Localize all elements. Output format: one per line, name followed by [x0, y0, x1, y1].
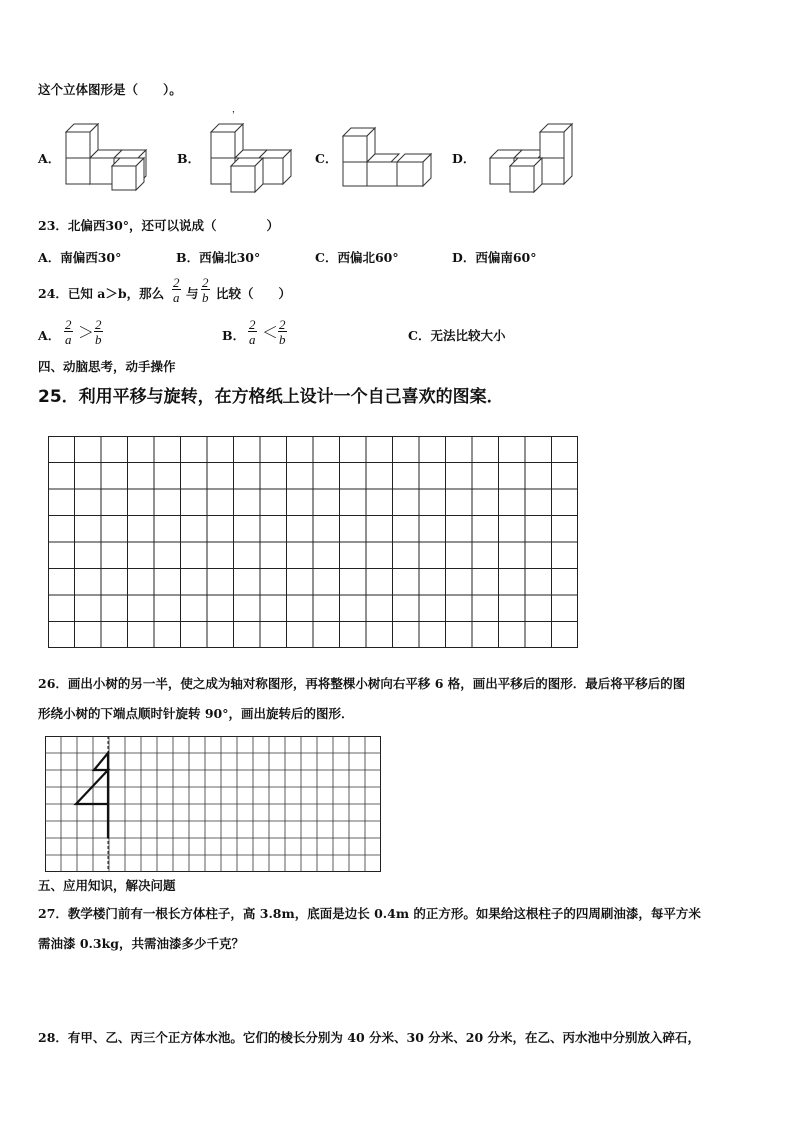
- q22-option-b-label: B．: [177, 151, 201, 166]
- q24-option-a-fraction-right: [94, 318, 103, 346]
- q22-option-c-figure: [341, 128, 433, 188]
- q23-option-b: B．西偏北30°: [176, 250, 261, 265]
- q22-option-b-figure: [209, 124, 297, 192]
- q22-option-d-label: D．: [452, 151, 476, 166]
- q24-option-b-right-num: 2: [279, 317, 286, 332]
- q24-option-b-left-den: a: [249, 332, 256, 347]
- q24-stem-fraction-a: [172, 276, 181, 304]
- q24-option-b-label: B．: [222, 328, 246, 343]
- q24-stem-fraction-b: [201, 276, 210, 304]
- q24-option-b-right-den: b: [279, 332, 286, 347]
- q27-line-1: 27．教学楼门前有一根长方体柱子，高 3.8m，底面是边长 0.4m 的正方形。如果给这根柱子的四周刷油漆，每平方米: [38, 906, 701, 921]
- q26-line-1: 26．画出小树的另一半，使之成为轴对称图形，再将整棵小树向右平移 6 格，画出平移后的图形．最后将平移后的图: [38, 676, 686, 691]
- q24-stem-prefix: 24．已知 a＞b，那么: [38, 286, 165, 301]
- q22-option-a-label: A．: [38, 151, 61, 166]
- q24-stem-fraction-a-num: 2: [173, 275, 180, 290]
- q24-option-a-symbol: ＞: [78, 325, 95, 342]
- q24-option-b-fraction-right: [278, 318, 287, 346]
- q23-stem: 23．北偏西30°，还可以说成（ ）: [38, 218, 280, 233]
- q24-option-a-fraction-left: [64, 318, 73, 346]
- q24-stem-fraction-a-den: a: [173, 290, 180, 305]
- q23-option-a: A．南偏西30°: [38, 250, 122, 265]
- section-5-heading: 五、应用知识，解决问题: [38, 878, 176, 893]
- q24-stem-suffix: 比较（ ）: [216, 286, 292, 301]
- q22-option-a-figure: [66, 124, 151, 190]
- q26-tree-grid: [45, 736, 381, 872]
- q24-option-a-label: A．: [38, 328, 61, 343]
- q24-option-b-symbol: ＜: [262, 325, 279, 342]
- q25-text: 25．利用平移与旋转，在方格纸上设计一个自己喜欢的图案．: [38, 387, 504, 407]
- q27-line-2: 需油漆 0.3kg，共需油漆多少千克？: [38, 936, 245, 951]
- q22-stem: 这个立体图形是（ ）。: [38, 82, 182, 97]
- section-4-heading: 四、动脑思考，动手操作: [38, 359, 176, 374]
- q22-stray-mark: ，: [232, 105, 242, 115]
- q26-line-2: 形绕小树的下端点顺时针旋转 90°，画出旋转后的图形．: [38, 706, 354, 721]
- q24-option-b-left-num: 2: [249, 317, 256, 332]
- q25-grid-paper: [48, 436, 578, 648]
- q22-option-c-label: C．: [315, 151, 338, 166]
- q24-option-a-right-num: 2: [95, 317, 102, 332]
- q24-option-b-fraction-left: [248, 318, 257, 346]
- q24-option-a-left-den: a: [65, 332, 72, 347]
- q24-option-a-right-den: b: [95, 332, 102, 347]
- q24-stem-fraction-b-den: b: [202, 290, 209, 305]
- q24-stem-mid: 与: [186, 286, 199, 301]
- q24-stem-fraction-b-num: 2: [202, 275, 209, 290]
- q23-option-d: D．西偏南60°: [452, 250, 537, 265]
- q24-option-a-left-num: 2: [65, 317, 72, 332]
- q24-option-c: C．无法比较大小: [408, 328, 506, 343]
- q22-option-d-figure: [488, 124, 574, 192]
- q28-line-1: 28．有甲、乙、丙三个正方体水池。它们的棱长分别为 40 分米、30 分米、20 分米，在乙、丙水池中分别放入碎石，: [38, 1030, 700, 1045]
- q23-option-c: C．西偏北60°: [315, 250, 399, 265]
